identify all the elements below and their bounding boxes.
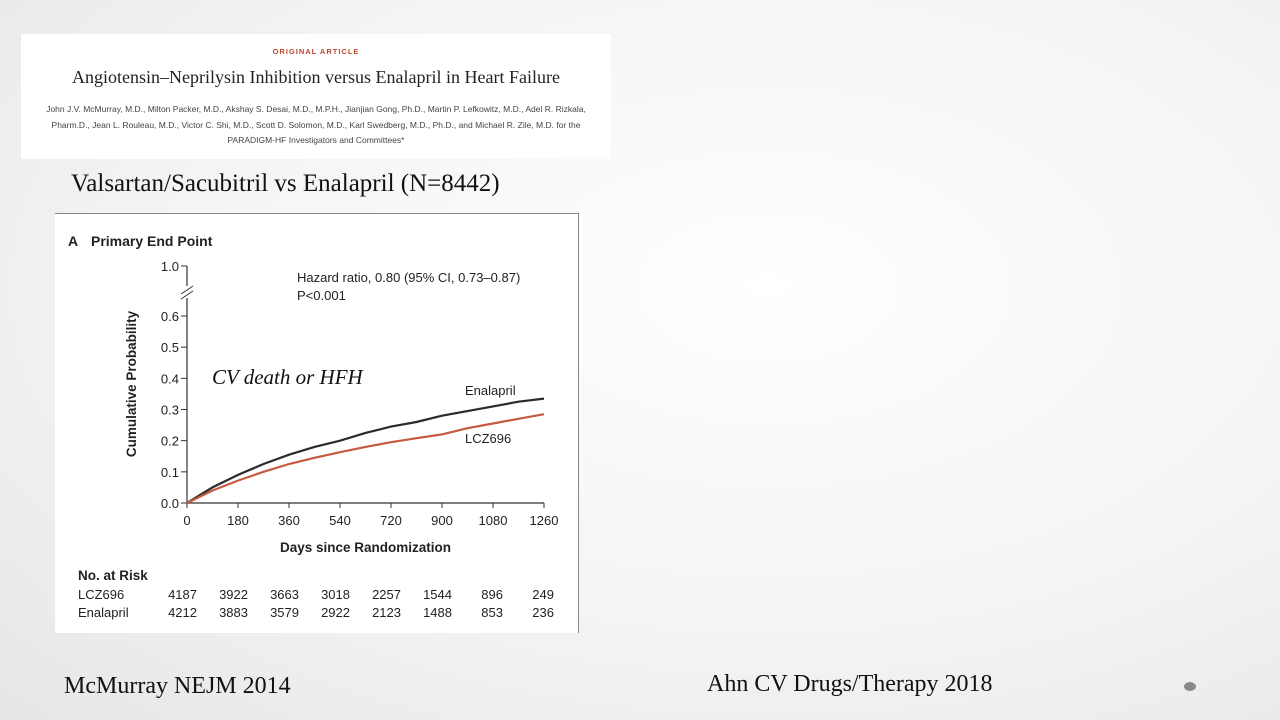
- y-tick-label: 0.5: [160, 340, 179, 356]
- risk-table-header: No. at Risk: [78, 568, 148, 583]
- x-tick-label: 900: [431, 513, 453, 528]
- y-tick-label: 0.1: [160, 464, 179, 480]
- km-chart: [55, 214, 578, 633]
- x-tick-label: 360: [278, 513, 300, 528]
- risk-cell: 3579: [270, 605, 299, 620]
- article-kicker: ORIGINAL ARTICLE: [272, 47, 360, 56]
- y-axis-label: Cumulative Probability: [124, 310, 139, 458]
- x-tick-label: 540: [329, 513, 351, 528]
- article-title: Angiotensin–Neprilysin Inhibition versus Enalapril in Heart Failure: [72, 67, 560, 87]
- risk-cell: 3922: [219, 587, 248, 602]
- y-tick-label: 1.0: [160, 259, 179, 274]
- x-tick-label: 1260: [529, 513, 559, 528]
- risk-cell: 2123: [372, 605, 401, 620]
- kaplan-meier-figure: [55, 213, 579, 633]
- y-tick-label: 0.3: [160, 402, 179, 418]
- risk-cell: 1488: [423, 605, 452, 620]
- risk-cell: 4212: [168, 605, 197, 620]
- series-label-lcz696: LCZ696: [465, 431, 512, 446]
- slide-nav-dot[interactable]: [1184, 682, 1196, 691]
- x-tick-label: 1080: [478, 513, 508, 528]
- y-tick-label: 0.0: [160, 496, 179, 511]
- article-header: [21, 34, 611, 159]
- x-tick-label: 180: [227, 513, 249, 528]
- risk-cell: 896: [481, 587, 503, 602]
- endpoint-annotation: CV death or HFH: [212, 365, 363, 389]
- risk-cell: 4187: [168, 587, 197, 602]
- chart-title: Primary End Point: [91, 233, 213, 249]
- risk-cell: 3883: [219, 605, 248, 620]
- hazard-ratio-text: Hazard ratio, 0.80 (95% CI, 0.73–0.87): [297, 270, 521, 285]
- risk-cell: 1544: [423, 587, 452, 602]
- y-tick-label: 0.6: [160, 309, 179, 324]
- x-axis-label: Days since Randomization: [279, 540, 452, 555]
- y-tick-label: 0.2: [160, 433, 179, 449]
- y-tick-label: 0.4: [160, 371, 179, 387]
- citation-right: Ahn CV Drugs/Therapy 2018: [707, 671, 993, 697]
- series-line-enalapril: [187, 399, 544, 503]
- risk-cell: 236: [532, 605, 554, 620]
- p-value-text: P<0.001: [297, 288, 346, 303]
- risk-cell: 3018: [321, 587, 350, 602]
- series-line-lcz696: [187, 414, 544, 503]
- article-authors: John J.V. McMurray, M.D., Milton Packer, M.D., Akshay S. Desai, M.D., M.P.H., Jianjian Gong, Ph.D., Martin P. Lefkowitz, M.D., Adel R. Rizkala, Pharm.D., Jean L. Rouleau, M.D., Victor C. Shi, M.D., Scott D. Solomon, M.D., Karl Swedberg, M.D., Ph.D., and Michael R. Zile, M.D. for the PARADIGM-HF Investigators and Committees*: [46, 104, 586, 145]
- citation-left: McMurray NEJM 2014: [64, 673, 291, 699]
- risk-cell: 3663: [270, 587, 299, 602]
- series-label-enalapril: Enalapril: [465, 383, 516, 398]
- risk-cell: 249: [532, 587, 554, 602]
- x-tick-label: 720: [380, 513, 402, 528]
- risk-cell: 2257: [372, 587, 401, 602]
- panel-label: A: [68, 233, 79, 249]
- slide-title: Valsartan/Sacubitril vs Enalapril (N=8442): [71, 170, 500, 197]
- risk-cell: 2922: [321, 605, 350, 620]
- risk-cell: 853: [481, 605, 503, 620]
- risk-row-label: LCZ696: [78, 587, 125, 602]
- risk-row-label: Enalapril: [78, 605, 129, 620]
- x-tick-label: 0: [183, 513, 191, 528]
